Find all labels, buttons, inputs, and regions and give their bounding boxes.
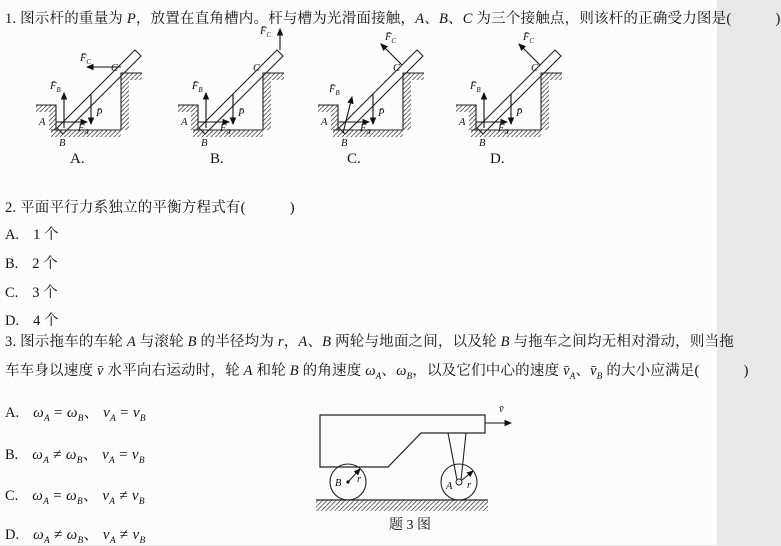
right-ground-hatch [121,73,142,130]
question-3-option-c [5,484,145,507]
option-formula: $\omega_A = \omega_B$、 $v_A = v_B$ [33,405,146,424]
option-a-letter: A. [70,151,85,167]
point-c-label: C [253,63,261,74]
force-fa-label: $F̄_A$ [220,123,231,136]
force-fc-arrow [381,44,402,65]
trailer-body [320,415,485,467]
question-2-option-b [5,252,58,273]
option-label: C. [5,488,19,504]
option-text: 1 个 [33,227,59,243]
force-fb-label: $F̄_B$ [50,81,61,94]
option-label: B. [5,447,19,463]
right-ground-hatch [541,73,562,130]
option-text: 3 个 [32,285,58,301]
question-1-stem: 1. 图示杆的重量为 P，放置在直角槽内。杆与槽为光滑面接触，A、B、C 为三个接触点，则该杆的正确受力图是( ) [5,11,781,27]
force-fb-label: $F̄_B$ [470,81,481,94]
question-2-option-a [5,223,58,244]
wheel-a-radius-arrow [462,471,473,480]
point-a-label: A [459,117,466,128]
question-3-figure [313,402,523,542]
option-formula: $\omega_A \ne \omega_B$、 $v_A = v_B$ [32,447,145,466]
option-text: 4 个 [33,313,59,329]
point-a-label: A [321,117,328,128]
wheel-a-label: A [446,481,453,492]
option-label: C. [5,285,19,301]
force-diagram-option-b [168,22,303,172]
force-fa-label: $F̄_A$ [498,123,509,136]
point-b-label: B [201,138,208,149]
point-b-label: B [479,138,486,149]
force-p-label: P̄ [378,108,385,119]
force-diagram-option-c [308,22,443,172]
question-2-option-d [5,309,58,330]
option-c-letter: C. [347,151,361,167]
option-label: B. [5,256,19,272]
wheel-b-label: B [335,478,342,489]
option-formula: $\omega_A = \omega_B$、 $v_A \ne v_B$ [32,488,145,507]
force-fc-label: $F̄_C$ [523,32,535,45]
force-diagram-option-d [446,22,581,172]
fork-left [448,433,457,480]
point-b-label: B [59,138,66,149]
force-fa-label: $F̄_A$ [360,123,371,136]
wheel-a-radius-label: r [467,480,472,491]
ground-hatch [316,500,488,511]
question-3-option-d [5,523,145,546]
force-fc-arrow [519,44,540,65]
force-diagram-option-a [26,22,161,172]
option-label: A. [5,405,20,421]
option-text: 2 个 [32,256,58,272]
question-3-stem-line-1: 3. 图示拖车的车轮 A 与滚轮 B 的半径均为 r，A、B 两轮与地面之间，以及轮 B 与拖车之间均无相对滑动，则当拖 [5,334,734,350]
force-fb-label: $F̄_B$ [329,84,340,97]
question-3-option-a [5,401,146,424]
option-label: D. [5,527,20,543]
option-label: A. [5,227,20,243]
force-fa-label: $F̄_A$ [78,123,89,136]
point-c-label: C [393,63,401,74]
force-fc-label: $F̄_C$ [260,26,272,39]
question-2-stem: 2. 平面平行力系独立的平衡方程式有( ) [5,200,295,216]
force-p-label: P̄ [238,108,245,119]
wheel-a-hub [456,479,462,485]
figure-caption: 题 3 图 [389,518,431,533]
right-ground-hatch [263,73,284,130]
question-3-option-b [5,443,145,466]
option-formula: $\omega_A \ne \omega_B$、 $v_A \ne v_B$ [33,527,146,546]
force-fc-label: $F̄_C$ [385,32,397,45]
force-p-label: P̄ [96,108,103,119]
wheel-b-radius-label: r [357,474,362,485]
option-d-letter: D. [490,151,505,167]
option-b-letter: B. [210,151,224,167]
force-fb-label: $F̄_B$ [192,81,203,94]
option-label: D. [5,313,20,329]
question-2-option-c [5,281,58,302]
fork-right [461,433,466,480]
point-b-label: B [341,138,348,149]
force-fc-label: $F̄_C$ [80,53,92,66]
right-ground-hatch [403,73,424,130]
question-3-stem-line-2: 车车身以速度 v̄ 水平向右运动时，轮 A 和轮 B 的角速度 $\omega_A$、$\omega_B$，以及它们中心的速度 $v̄_A$、$v̄_B$ 的大小应满足( ) [5,363,749,381]
force-p-label: P̄ [516,108,523,119]
point-c-label: C [111,63,119,74]
groove-ground [318,73,424,137]
point-c-label: C [531,63,539,74]
point-a-label: A [39,117,46,128]
point-a-label: A [181,117,188,128]
velocity-label: v̄ [499,404,504,415]
